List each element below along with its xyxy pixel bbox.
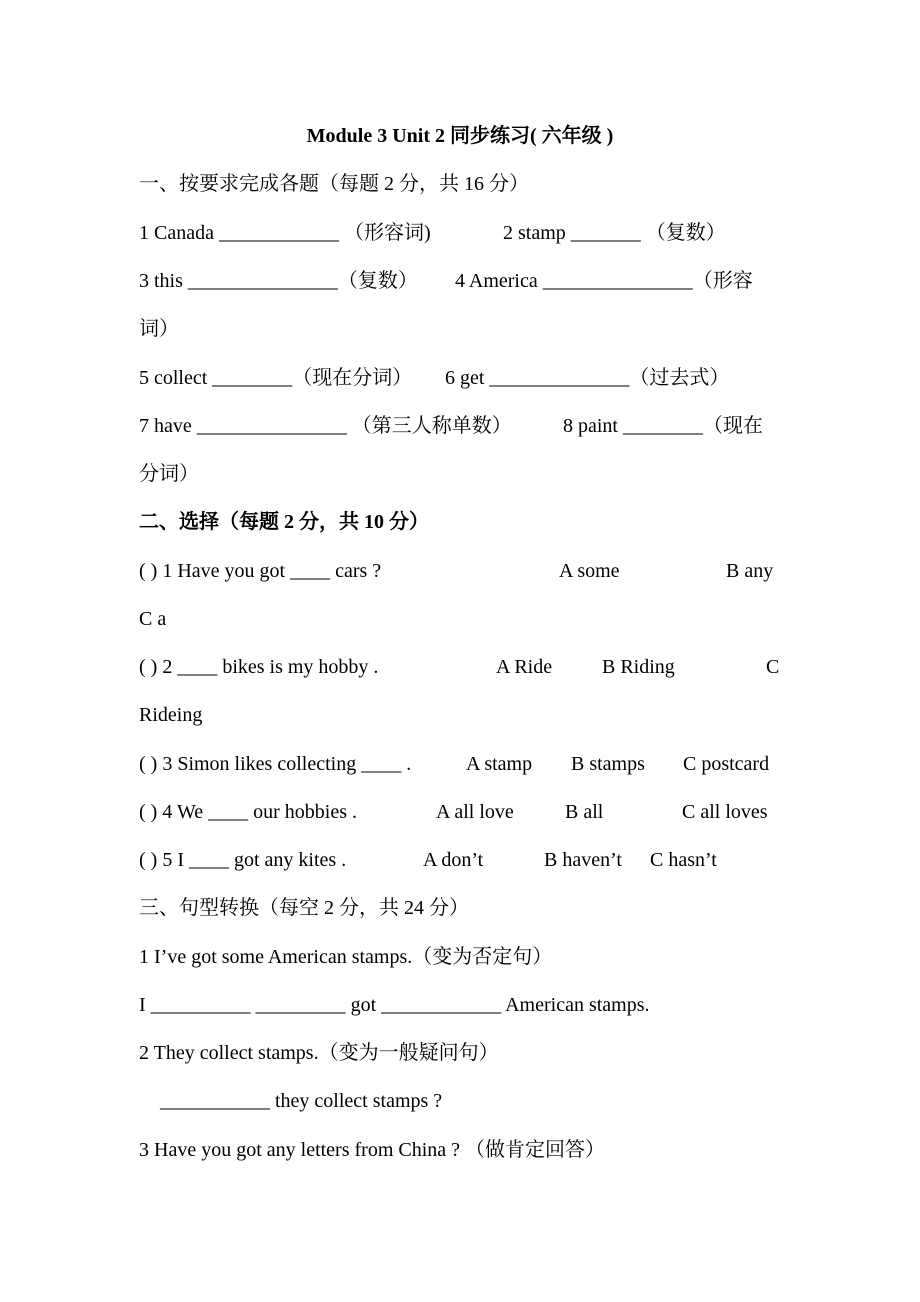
section1-heading: 一、按要求完成各题（每题 2 分，共 16 分）: [139, 173, 529, 195]
section1-q3: 3 this _______________（复数）: [139, 270, 418, 292]
section2-q3-stem: ( ) 3 Simon likes collecting ____ .: [139, 753, 412, 775]
section2-q2-option-a: A Ride: [496, 656, 553, 678]
section2-q3-option-c: C postcard: [683, 753, 770, 775]
section2-q2-option-c-label: C: [766, 656, 780, 678]
section3-heading: 三、句型转换（每空 2 分，共 24 分）: [139, 897, 469, 919]
section2-q5-option-a: A don’t: [423, 849, 484, 871]
section2-q2-option-c: Rideing: [139, 704, 203, 726]
section1-q4: 4 America _______________（形容: [455, 270, 753, 292]
section3-q2: 2 They collect stamps.（变为一般疑问句）: [139, 1042, 499, 1064]
section1-q2: 2 stamp _______ （复数）: [503, 222, 726, 244]
section1-q8-continued: 分词）: [139, 463, 199, 485]
section2-q2-stem: ( ) 2 ____ bikes is my hobby .: [139, 656, 379, 678]
section2-q5-option-b: B haven’t: [544, 849, 622, 871]
section2-q1-stem: ( ) 1 Have you got ____ cars ?: [139, 560, 382, 582]
section2-q5-stem: ( ) 5 I ____ got any kites .: [139, 849, 347, 871]
section2-q4-option-a: A all love: [436, 801, 514, 823]
section1-q8: 8 paint ________（现在: [563, 415, 763, 437]
page-title: Module 3 Unit 2 同步练习( 六年级 ): [306, 125, 614, 147]
section1-q6: 6 get ______________（过去式）: [445, 367, 730, 389]
section1-q4-continued: 词）: [139, 318, 179, 340]
section3-q2-answer: ___________ they collect stamps ?: [160, 1090, 443, 1112]
section2-q4-stem: ( ) 4 We ____ our hobbies .: [139, 801, 357, 823]
section2-q1-option-b: B any: [726, 560, 774, 582]
section2-q4-option-b: B all: [565, 801, 604, 823]
section2-q1-option-c: C a: [139, 608, 167, 630]
section1-q5: 5 collect ________（现在分词）: [139, 367, 413, 389]
section2-q3-option-b: B stamps: [571, 753, 645, 775]
section2-q5-option-c: C hasn’t: [650, 849, 717, 871]
section3-q1-answer: I __________ _________ got ____________ American stamps.: [139, 994, 650, 1016]
section3-q3: 3 Have you got any letters from China ? （做肯定回答）: [139, 1139, 606, 1161]
section1-q1: 1 Canada ____________ （形容词): [139, 222, 431, 244]
section2-q1-option-a: A some: [559, 560, 620, 582]
section1-q7: 7 have _______________ （第三人称单数）: [139, 415, 512, 437]
section2-q2-option-b: B Riding: [602, 656, 675, 678]
section2-q3-option-a: A stamp: [466, 753, 533, 775]
section3-q1: 1 I’ve got some American stamps.（变为否定句）: [139, 946, 553, 968]
section2-heading: 二、选择（每题 2 分，共 10 分）: [139, 511, 429, 533]
section2-q4-option-c: C all loves: [682, 801, 768, 823]
